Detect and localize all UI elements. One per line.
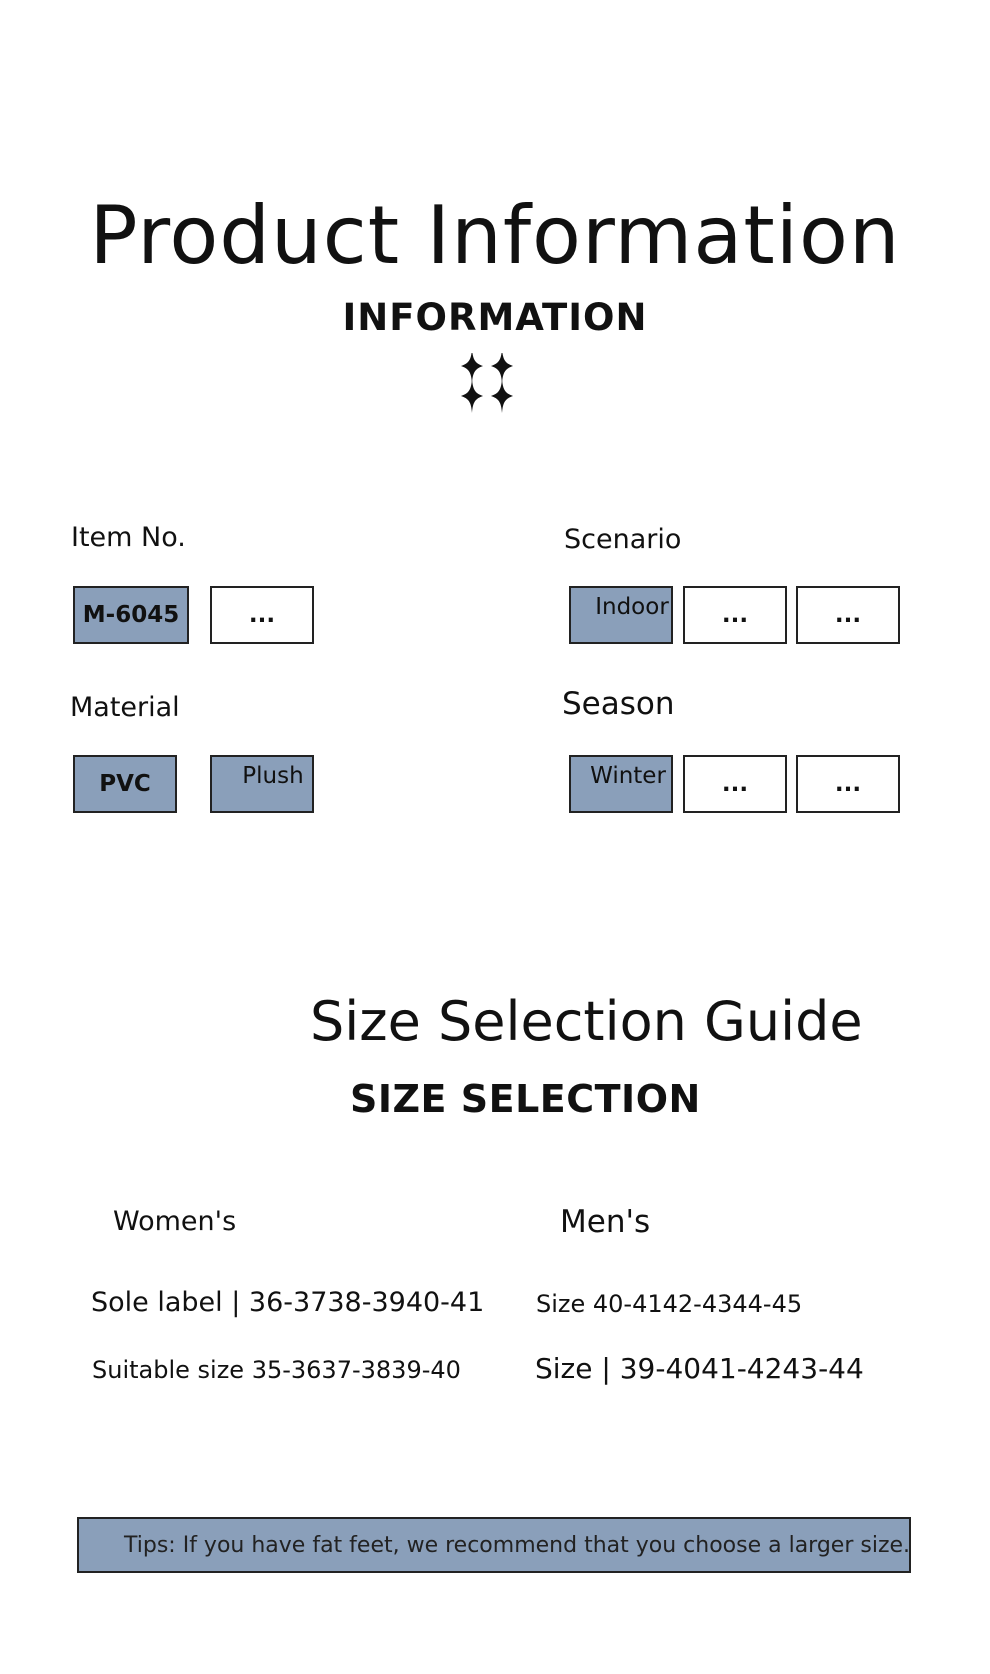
mens-label: Men's: [560, 1204, 651, 1240]
item-no-option-m6045[interactable]: M-6045: [73, 586, 189, 644]
womens-size-row: Sole label | 36-3738-3940-41: [91, 1287, 485, 1318]
scenario-option-indoor[interactable]: Indoor: [569, 586, 673, 644]
tips-banner: [77, 1517, 911, 1573]
season-option-more-1[interactable]: ...: [683, 755, 787, 813]
size-guide-subtitle: SIZE SELECTION: [350, 1077, 701, 1121]
season-option-winter[interactable]: Winter: [569, 755, 673, 813]
page-subtitle: INFORMATION: [342, 296, 648, 339]
tips-text: Tips: If you have fat feet, we recommend that you choose a larger size.: [124, 1532, 911, 1558]
sparkle-icon: [459, 353, 525, 419]
size-guide-title: Size Selection Guide: [310, 990, 863, 1053]
mens-size-row: Size 40-4142-4344-45: [536, 1290, 803, 1318]
season-option-more-2[interactable]: ...: [796, 755, 900, 813]
womens-size-row: Suitable size 35-3637-3839-40: [92, 1356, 461, 1384]
season-label: Season: [562, 686, 675, 722]
scenario-label: Scenario: [564, 524, 682, 555]
item-no-option-more[interactable]: ...: [210, 586, 314, 644]
item-no-label: Item No.: [71, 522, 186, 553]
material-option-plush[interactable]: Plush: [210, 755, 314, 813]
scenario-option-more-1[interactable]: ...: [683, 586, 787, 644]
material-label: Material: [70, 692, 180, 723]
mens-size-row: Size | 39-4041-4243-44: [535, 1352, 864, 1385]
material-option-pvc[interactable]: PVC: [73, 755, 177, 813]
womens-label: Women's: [113, 1206, 237, 1237]
scenario-option-more-2[interactable]: ...: [796, 586, 900, 644]
page-title: Product Information: [89, 189, 901, 282]
